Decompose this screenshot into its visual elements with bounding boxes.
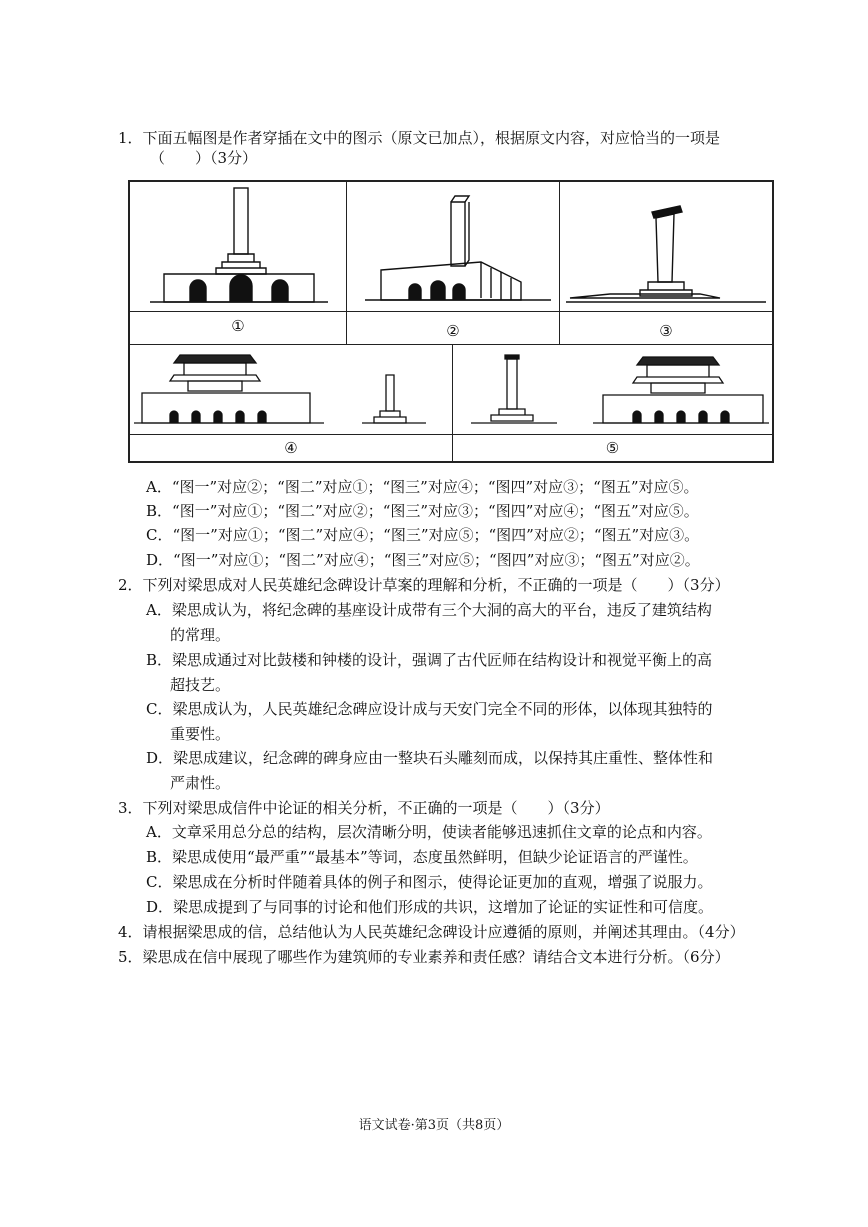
q2-option-b-line1: B．梁思成通过对比鼓楼和钟楼的设计，强调了古代匠师在结构设计和视觉平衡上的高 bbox=[146, 651, 713, 669]
q2-option-c-line1: C．梁思成认为，人民英雄纪念碑应设计成与天安门完全不同的形体，以体现其独特的 bbox=[146, 700, 713, 718]
monument-sketch-3 bbox=[560, 182, 772, 312]
q1-stem-line1: 1．下面五幅图是作者穿插在文中的图示（原文已加点），根据原文内容，对应恰当的一项是 bbox=[118, 129, 721, 147]
q2-option-c-line2: 重要性。 bbox=[170, 725, 231, 743]
figure-table bbox=[128, 180, 774, 463]
q2-option-b bbox=[146, 648, 712, 698]
q2-option-d bbox=[146, 746, 713, 796]
q1-option-d: D．“图一”对应①；“图二”对应④；“图三”对应⑤；“图四”对应③；“图五”对应②。 bbox=[146, 551, 700, 569]
monument-sketch-2 bbox=[347, 182, 559, 312]
gate-and-monument-sketch-4 bbox=[130, 345, 452, 435]
figure-label-2: ② bbox=[446, 322, 460, 340]
q1-option-c: C．“图一”对应①；“图二”对应④；“图三”对应⑤；“图四”对应②；“图五”对应③。 bbox=[146, 526, 700, 544]
q3-option-b: B．梁思成使用“最严重”“最基本”等词，态度虽然鲜明，但缺少论证语言的严谨性。 bbox=[146, 848, 698, 866]
page-footer: 语文试卷·第3页（共8页） bbox=[358, 1118, 510, 1133]
q4-stem: 4．请根据梁思成的信，总结他认为人民英雄纪念碑设计应遵循的原则，并阐述其理由。（4分） bbox=[118, 923, 745, 941]
q2-option-a-line2: 的常理。 bbox=[170, 626, 231, 644]
figure-cell-2 bbox=[346, 181, 560, 345]
figure-cell-3 bbox=[559, 181, 773, 345]
q5-stem: 5．梁思成在信中展现了哪些作为建筑师的专业素养和责任感？请结合文本进行分析。（6分） bbox=[118, 948, 730, 966]
figure-label-4: ④ bbox=[284, 439, 298, 457]
monument-sketch-1 bbox=[130, 182, 346, 312]
q1-option-b: B．“图一”对应①；“图二”对应②；“图三”对应③；“图四”对应④；“图五”对应⑤。 bbox=[146, 502, 699, 520]
monument-and-gate-sketch-5 bbox=[453, 345, 772, 435]
figure-label-5: ⑤ bbox=[605, 439, 620, 457]
q1-stem-line2: （ ）（3分） bbox=[150, 149, 258, 167]
q3-option-d: D．梁思成提到了与同事的讨论和他们形成的共识，这增加了论证的实证性和可信度。 bbox=[146, 898, 714, 916]
q2-stem: 2．下列对梁思成对人民英雄纪念碑设计草案的理解和分析，不正确的一项是（ ）（3分） bbox=[118, 576, 730, 594]
q2-option-d-line2: 严肃性。 bbox=[170, 774, 231, 792]
q3-stem: 3．下列对梁思成信件中论证的相关分析，不正确的一项是（ ）（3分） bbox=[118, 799, 610, 817]
q2-option-d-line1: D．梁思成建议，纪念碑的碑身应由一整块石头雕刻而成，以保持其庄重性、整体性和 bbox=[146, 749, 714, 767]
q2-option-b-line2: 超技艺。 bbox=[170, 676, 231, 694]
figure-label-3: ③ bbox=[659, 322, 673, 340]
q3-option-c: C．梁思成在分析时伴随着具体的例子和图示，使得论证更加的直观，增强了说服力。 bbox=[146, 873, 713, 891]
q2-option-c bbox=[146, 697, 712, 747]
q3-option-a: A．文章采用总分总的结构，层次清晰分明，使读者能够迅速抓住文章的论点和内容。 bbox=[146, 823, 712, 841]
q2-option-a bbox=[146, 598, 712, 648]
q2-option-a-line1: A．梁思成认为，将纪念碑的基座设计成带有三个大洞的高大的平台，违反了建筑结构 bbox=[146, 601, 712, 619]
q1-option-a: A．“图一”对应②；“图二”对应①；“图三”对应④；“图四”对应③；“图五”对应⑤。 bbox=[146, 478, 699, 496]
figure-label-1: ① bbox=[231, 317, 245, 335]
